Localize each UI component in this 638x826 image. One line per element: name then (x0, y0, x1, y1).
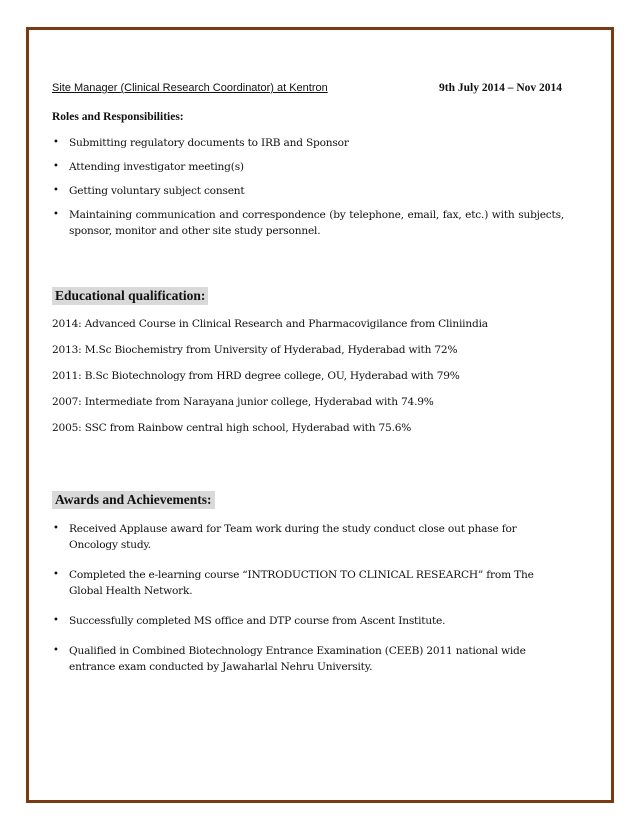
list-item: • Successfully completed MS office and DTP course from Ascent Institute. (53, 615, 446, 627)
education-item: 2005: SSC from Rainbow central high school, Hyderabad with 75.6% (52, 422, 412, 434)
education-list (52, 316, 572, 446)
job-title: Site Manager (Clinical Research Coordinator) at Kentron (52, 82, 328, 94)
bullet-icon: • (53, 209, 59, 220)
awards-list (52, 521, 564, 689)
bullet-icon: • (53, 185, 59, 196)
list-item: • Getting voluntary subject consent (53, 185, 245, 197)
education-item: 2014: Advanced Course in Clinical Research and Pharmacovigilance from Cliniindia (52, 318, 488, 330)
list-item: • Maintaining communication and correspondence (by telephone, email, fax, etc.) with subjects, sponsor, monitor and other site study personnel. (53, 209, 564, 237)
list-item: • Completed the e-learning course “INTRODUCTION TO CLINICAL RESEARCH” from The Global Health Network. (53, 569, 534, 597)
list-item: • Qualified in Combined Biotechnology Entrance Examination (CEEB) 2011 national wide entrance exam conducted by Jawaharlal Nehru University. (53, 645, 526, 673)
bullet-icon: • (53, 161, 59, 172)
bullet-icon: • (53, 615, 59, 626)
education-heading: Educational qualification: (52, 287, 208, 305)
education-item: 2007: Intermediate from Narayana junior college, Hyderabad with 74.9% (52, 396, 434, 408)
roles-list (52, 135, 564, 247)
roles-heading: Roles and Responsibilities: (52, 111, 184, 123)
job-dates: 9th July 2014 – Nov 2014 (439, 82, 562, 94)
education-item: 2013: M.Sc Biochemistry from University of Hyderabad, Hyderabad with 72% (52, 344, 458, 356)
bullet-icon: • (53, 523, 59, 534)
list-item: • Received Applause award for Team work during the study conduct close out phase for Oncology study. (53, 523, 517, 551)
list-item: • Attending investigator meeting(s) (53, 161, 244, 173)
awards-heading: Awards and Achievements: (52, 491, 215, 509)
bullet-icon: • (53, 645, 59, 656)
job-header (52, 82, 562, 98)
bullet-icon: • (53, 569, 59, 580)
bullet-icon: • (53, 137, 59, 148)
education-item: 2011: B.Sc Biotechnology from HRD degree college, OU, Hyderabad with 79% (52, 370, 460, 382)
list-item: • Submitting regulatory documents to IRB and Sponsor (53, 137, 349, 149)
